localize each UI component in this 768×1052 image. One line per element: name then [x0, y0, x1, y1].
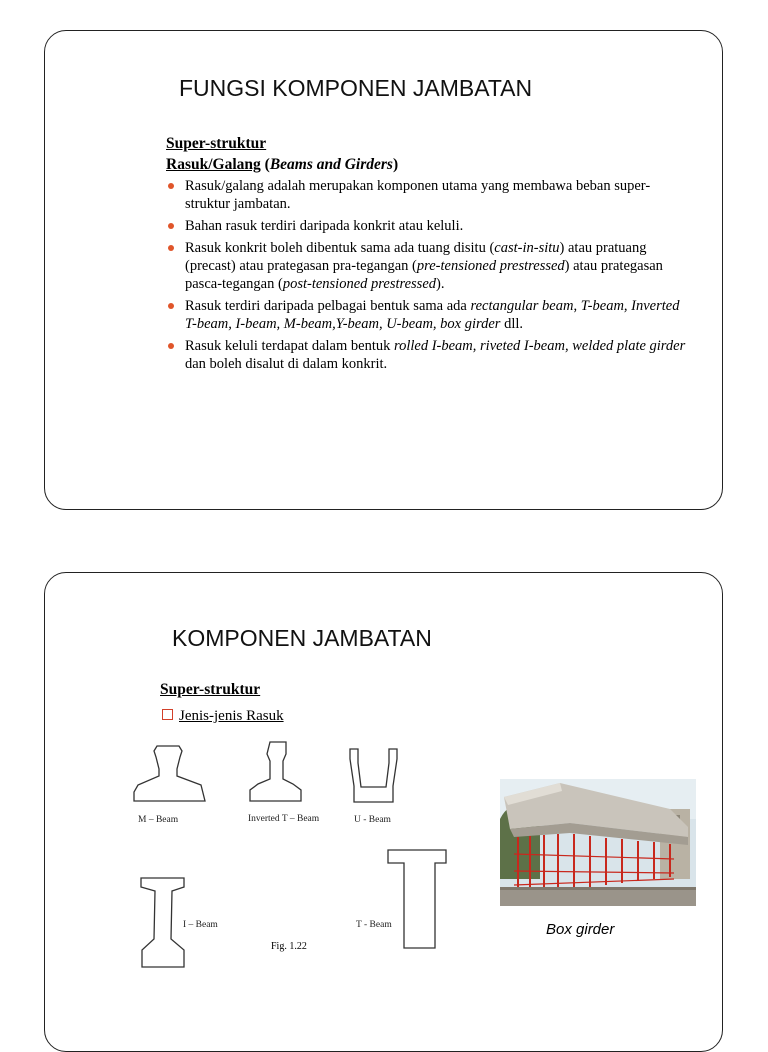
bullet-dot-icon	[168, 303, 174, 309]
slide-2	[44, 572, 723, 1052]
m-beam-shape	[134, 746, 205, 801]
bullet-text: T-beam, Inverted T-beam, I-beam, M-beam,Y-beam, U-beam, box girder	[185, 298, 680, 332]
slide-1-title: FUNGSI KOMPONEN JAMBATAN	[179, 75, 533, 101]
section-heading: Super-struktur	[166, 135, 267, 152]
bullet-text: ).	[436, 276, 445, 292]
bullet-text: pre-tensioned prestressed	[416, 258, 565, 274]
photo-caption: Box girder	[546, 921, 615, 938]
m-beam-label: M – Beam	[138, 815, 179, 825]
subheading-open: (	[260, 156, 270, 173]
bullet-text: Rasuk konkrit boleh dibentuk sama ada tuang disitu (	[185, 240, 495, 256]
bullet-text: Rasuk terdiri daripada pelbagai bentuk sama ada	[185, 298, 471, 314]
bullet-text: cast-in-situ	[494, 240, 560, 256]
u-beam-label: U - Beam	[354, 815, 391, 825]
i-beam-label: I – Beam	[183, 920, 218, 930]
subheading-close: )	[392, 156, 399, 173]
bullet-text: ,	[573, 298, 581, 314]
bullet-text: rolled I-beam, riveted I-beam, welded plate girder	[393, 338, 686, 354]
bullet-item	[166, 177, 686, 213]
bullet-dot-icon	[168, 245, 174, 251]
inverted-t-beam-label: Inverted T – Beam	[248, 814, 320, 824]
bullet-item	[166, 217, 686, 235]
bullet-text: Rasuk keluli terdapat dalam bentuk	[185, 338, 394, 354]
t-beam-label: T - Beam	[356, 920, 392, 930]
bullet-text: Bahan rasuk terdiri daripada konkrit atau keluli.	[185, 218, 464, 234]
bullet-dot-icon	[168, 183, 174, 189]
inverted-t-beam-shape	[250, 742, 301, 801]
subheading-italic: Beams and Girders	[269, 156, 393, 173]
bullet-item	[166, 239, 686, 293]
figure-label: Fig. 1.22	[271, 941, 307, 952]
slide-1-content	[166, 134, 686, 377]
bullet-text: rectangular beam	[470, 298, 574, 314]
section-heading-2: Super-struktur	[160, 681, 261, 698]
t-beam-shape	[388, 850, 446, 948]
bullet-text: dan boleh disalut di dalam konkrit.	[185, 356, 388, 372]
bullet-text: Rasuk/galang adalah merupakan komponen utama yang membawa beban super-struktur jambatan.	[185, 178, 651, 212]
bullet-text: ) atau pratuang (precast) atau prategasan pra-tegangan (	[185, 240, 647, 274]
bullet-text: ) atau prategasan pasca-tegangan (	[185, 258, 663, 292]
bullet-item	[166, 337, 686, 373]
bullet-text: post-tensioned prestressed	[282, 276, 436, 292]
bullet-list	[166, 177, 686, 373]
i-beam-shape	[141, 878, 184, 967]
u-beam-shape	[350, 749, 397, 802]
subheading	[166, 154, 686, 175]
slide-2-title: KOMPONEN JAMBATAN	[172, 625, 432, 651]
slide-1	[44, 30, 723, 510]
subheading-main: Rasuk/Galang	[166, 156, 261, 173]
box-girder-photo	[500, 779, 696, 906]
bullet-dot-icon	[168, 223, 174, 229]
bullet-dot-icon	[168, 343, 174, 349]
bullet-text: dll.	[500, 316, 523, 332]
bullet-item	[166, 297, 686, 333]
subitem-label: Jenis-jenis Rasuk	[179, 708, 284, 724]
